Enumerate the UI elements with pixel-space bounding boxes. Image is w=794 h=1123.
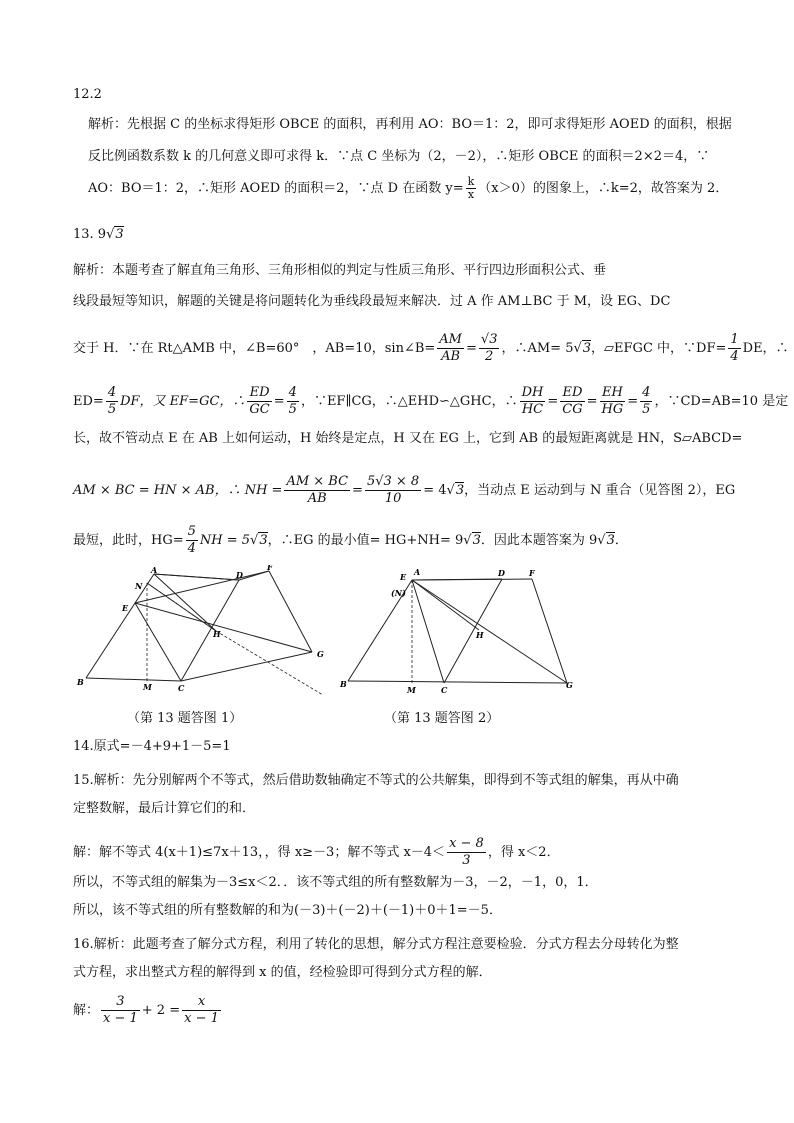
fig2-label-g: G [566, 680, 573, 690]
q15-line2: 定整数解，最后计算它们的和． [73, 801, 256, 816]
q13-heading: 13. 9√3 [73, 227, 124, 242]
q12-heading: 12.2 [73, 87, 102, 102]
fig2-label-e: E [400, 572, 407, 582]
fig1-label-e: E [122, 603, 129, 613]
q13-line7: 最短，此时，HG= $\frac{5}{4}$ NH = 5√3，∴EG 的最小值= HG+NH= 9√3．因此本题答案为 9√3． [73, 524, 628, 556]
fig2-label-m: M [407, 685, 416, 695]
q13-figure-2 [338, 565, 588, 700]
q13-line1: 解析：本题考查了解直角三角形、三角形相似的判定与性质三角形、平行四边形面积公式、垂 [73, 263, 607, 278]
fig1-label-n: N [135, 581, 143, 591]
fig2-label-c: C [441, 685, 448, 695]
q14-line: 14.原式=－4+9+1－5=1 [73, 739, 231, 754]
q15-line5: 所以，该不等式组的所有整数解的和为(－3)＋(－2)＋(－1)＋0＋1=－5． [73, 903, 502, 918]
q12-line2: 反比例函数系数 k 的几何意义即可求得 k．∵点 C 坐标为（2，－2），∴矩形 OBCE 的面积＝2×2＝4，∵ [88, 149, 710, 164]
fig2-label-a: A [414, 567, 421, 577]
q13-line4: ED= $\frac{4}{5}$ DF，又 EF=GC，∴ $\frac{ED}{GC}$ = $\frac{4}{5}$ ，∵EF∥CG，∴△EHD∽△GHC，∴ $\frac{DH}{HC}$ = $\frac{ED}{CG}$ = $\frac{EH}{HG}$ = $\frac{4}{5}$ ，∵CD=AB=10 是定 [73, 385, 789, 417]
q13-caption-2: （第 13 题答图 2） [384, 711, 500, 726]
q13-line2: 线段最短等知识，解题的关键是将问题转化为垂线段最短来解决．过 A 作 AM⊥BC 于 M，设 EG、DC [73, 294, 671, 309]
fig1-label-h: H [213, 629, 221, 639]
q15-line3: 解：解不等式 4(x＋1)≤7x＋13，，得 x≥－3；解不等式 x－4＜ $\frac{x - 8}{3}$ ，得 x＜2． [73, 836, 560, 868]
fig1-label-d: D [236, 570, 243, 580]
q13-line3: 交于 H．∵在 Rt△AMB 中，∠B=60° ，AB=10，sin∠B= $\frac{AM}{AB}$ = $\frac{√3}{2}$ ，∴AM= 5√3，▱EFGC 中，∵DF= $\frac{1}{4}$ DE，∴ [73, 332, 789, 364]
fig1-label-a: A [151, 565, 158, 575]
q12-line1: 解析：先根据 C 的坐标求得矩形 OBCE 的面积，再利用 AO：BO＝1：2，即可求得矩形 AOED 的面积，根据 [88, 117, 732, 132]
fig2-label-h: H [476, 630, 484, 640]
fig2-label-b: B [340, 679, 347, 689]
q13-caption-1: （第 13 题答图 1） [127, 711, 243, 726]
q13-line6: AM × BC = HN × AB，∴ NH = $\frac{AM \times BC}{AB}$ = $\frac{5√3 \times 8}{10}$ = 4√3，当动点 E 运动到与 N 重合（见答图 2），EG [73, 474, 736, 506]
q16-line3: 解： $\frac{3}{x - 1}$ + 2 = $\frac{x}{x - 1}$ [73, 994, 219, 1026]
q13-line5: 长，故不管动点 E 在 AB 上如何运动，H 始终是定点，H 又在 EG 上，它到 AB 的最短距离就是 HN，S▱ABCD= [73, 431, 743, 446]
fig1-label-c: C [178, 683, 185, 693]
fig2-label-d: D [498, 568, 505, 578]
fig1-label-g: G [317, 649, 324, 659]
q15-line1: 15.解析：先分别解两个不等式，然后借助数轴确定不等式的公共解集，即得到不等式组的解集，再从中确 [73, 773, 679, 788]
fig1-label-f: F [267, 565, 273, 572]
q16-line1: 16.解析：此题考查了解分式方程，利用了转化的思想，解分式方程注意要检验．分式方程去分母转化为整 [73, 937, 679, 952]
q12-line3: AO：BO＝1：2，∴矩形 AOED 的面积＝2，∵点 D 在函数 y= $\frac{k}{x}$ （x＞0）的图象上，∴k=2，故答案为 2． [88, 175, 729, 201]
q16-line2: 式方程，求出整式方程的解得到 x 的值，经检验即可得到分式方程的解． [73, 965, 492, 980]
fig2-label-n: (N) [391, 588, 406, 598]
q15-line4: 所以，不等式组的解集为－3≤x＜2．．该不等式组的所有整数解为－3，－2，－1，0，1． [73, 875, 598, 890]
fig1-label-b: B [77, 677, 84, 687]
fig2-label-f: F [529, 568, 535, 578]
q13-figure-1 [75, 565, 335, 700]
fig1-label-m: M [143, 682, 152, 692]
